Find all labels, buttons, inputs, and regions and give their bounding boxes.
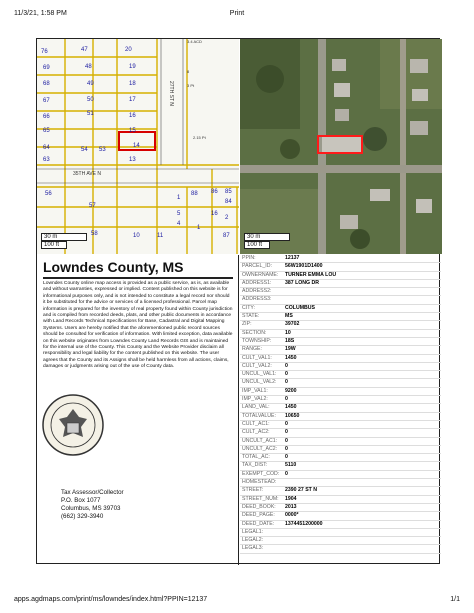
field-value: 2390 27 ST N (285, 487, 318, 494)
parcel-label: 2 (225, 215, 229, 221)
field-label: UNCULT_AC1: (242, 437, 278, 444)
field-label: DEED_DATE: (242, 520, 275, 527)
county-title: Lowndes County, MS (43, 259, 184, 275)
field-row (240, 421, 441, 429)
field-label: IMP_VAL1: (242, 387, 268, 394)
address-line: P.O. Box 1077 (61, 497, 101, 504)
parcel-label: 15 (129, 128, 136, 134)
street-label-27th-st: 27TH ST N (168, 81, 174, 106)
field-row (240, 462, 441, 470)
field-value: MS (285, 313, 293, 320)
print-datetime: 11/3/21, 1:58 PM (14, 10, 67, 17)
parcel-label: 53 (99, 147, 106, 153)
field-value: 1450 (285, 404, 297, 411)
field-row (240, 471, 441, 479)
field-label: UNCUL_VAL2: (242, 379, 277, 386)
parcel-label: 49 (87, 81, 94, 87)
field-row (240, 529, 441, 537)
parcel-label: 1 (177, 195, 181, 201)
field-label: TAX_DIST: (242, 462, 268, 469)
field-value: 0 (285, 437, 288, 444)
parcel-label: 64 (43, 145, 50, 151)
parcel-label: 54 (81, 147, 88, 153)
field-label: LEGAL1: (242, 528, 264, 535)
svg-text:2.15 Pt: 2.15 Pt (193, 135, 206, 140)
parcel-label: 10 (133, 233, 140, 239)
field-row (240, 321, 441, 329)
parcel-label: 50 (87, 97, 94, 103)
parcel-label: 16 (129, 113, 136, 119)
field-label: DEED_BOOK: (242, 503, 276, 510)
field-row (240, 330, 441, 338)
parcel-label-selected: 14 (133, 143, 140, 149)
field-value: 0 (285, 362, 288, 369)
field-label: CULT_AC2: (242, 429, 270, 436)
field-label: TOTALVALUE: (242, 412, 276, 419)
disclaimer-text: Lowndes County online map access is provided as a public service, as is, as available and without warranties, expressed or implied. Content published on this website is for informational purposes only, and is not intended to constitute a legal record nor should it be substituted for the advice or services of a licensed professional. Parcel map information is prepared for the inventory of real property found within County jurisdiction and is compiled from recorded deeds, plats, and other public documents in accordance with Land Records Technical Specifications for Base, Cadastral and Digital Mapping Systems. Users are hereby notified that the aforementioned public record sources should be consulted for verification of information. With limited exception, data available on this website originates from Lowndes County Land Records GIS and is maintained for the internal use of the County. This County and the Website Provider disclaim all responsibility and legal liability for the content published on this website. The user agrees that the County and its Assigns shall be held harmless from all actions, claims, damages or judgments arising out of the use of County data. (43, 281, 233, 370)
field-value: 0 (285, 420, 288, 427)
parcel-label: 69 (43, 65, 50, 71)
aerial-map[interactable] (240, 39, 442, 254)
parcel-label: 47 (81, 47, 88, 53)
field-row (240, 438, 441, 446)
field-row (240, 537, 441, 545)
parcel-label: 87 (223, 233, 230, 239)
field-value: 0 (285, 470, 288, 477)
field-label: ADDRESS1: (242, 279, 272, 286)
field-label: LAND_VAL: (242, 404, 270, 411)
field-row (240, 363, 441, 371)
field-row (240, 487, 441, 495)
field-row (240, 355, 441, 363)
title-divider (43, 277, 233, 279)
field-row (240, 429, 441, 437)
field-row (240, 338, 441, 346)
address-line: (662) 329-3940 (61, 513, 104, 520)
field-row (240, 255, 441, 263)
parcel-label: 48 (85, 64, 92, 70)
field-row (240, 396, 441, 404)
field-value: 0 (285, 371, 288, 378)
field-label: CULT_VAL1: (242, 354, 272, 361)
parcel-label: 84 (225, 199, 232, 205)
field-row (240, 296, 441, 304)
field-row (240, 272, 441, 280)
field-label: ADDRESS3: (242, 296, 272, 303)
field-row (240, 371, 441, 379)
map-scale-meters: 30 m (41, 233, 87, 241)
field-row (240, 404, 441, 412)
field-label: PPIN: (242, 255, 256, 261)
field-label: OWNERNAME: (242, 271, 279, 278)
field-value: TURNER EMMA LOU (285, 271, 337, 278)
parcel-label: 20 (125, 47, 132, 53)
field-value: 0 (285, 429, 288, 436)
field-row (240, 413, 441, 421)
field-value: 12137 (285, 255, 300, 261)
address-line: Tax Assessor/Collector (61, 489, 124, 496)
svg-text:3.4 ACD: 3.4 ACD (187, 39, 202, 44)
field-row (240, 446, 441, 454)
aerial-imagery (240, 39, 442, 254)
field-row (240, 305, 441, 313)
field-label: STREET_NUM: (242, 495, 279, 502)
field-label: UNCUL_VAL1: (242, 371, 277, 378)
parcel-label: 76 (41, 49, 48, 55)
svg-text:3 Pt: 3 Pt (187, 83, 195, 88)
aerial-scale-feet: 100 ft (244, 241, 270, 249)
field-value: 387 LONG DR (285, 279, 320, 286)
page-number: 1/1 (450, 596, 460, 603)
field-row (240, 388, 441, 396)
field-value: 1374451200000 (285, 520, 323, 527)
field-value: COLUMBUS (285, 304, 315, 311)
field-value: 0 (285, 454, 288, 461)
field-value: 56W1901D1400 (285, 263, 323, 270)
field-row (240, 479, 441, 487)
field-value: 9200 (285, 387, 297, 394)
field-row (240, 521, 441, 529)
address-line: Columbus, MS 39703 (61, 505, 121, 512)
field-label: TOWNSHIP: (242, 337, 272, 344)
parcel-label: 18 (129, 81, 136, 87)
field-value: 1904 (285, 495, 297, 502)
parcel-label: 68 (43, 81, 50, 87)
field-value: 0 (285, 379, 288, 386)
parcel-label: 88 (191, 191, 198, 197)
assessor-address (61, 489, 124, 521)
print-frame (36, 38, 440, 564)
field-value: 18S (285, 337, 295, 344)
info-panel (37, 255, 239, 565)
field-label: CITY: (242, 304, 255, 311)
parcel-label: 67 (43, 98, 50, 104)
field-label: CULT_VAL2: (242, 362, 272, 369)
field-label: SECTION: (242, 329, 267, 336)
field-row (240, 288, 441, 296)
field-row (240, 346, 441, 354)
parcel-label: 4 (177, 221, 181, 227)
map-scale-feet: 100 ft (41, 241, 67, 249)
parcel-label: 11 (157, 233, 164, 239)
page-url: apps.agdmaps.com/print/ms/lowndes/index.html?PPIN=12137 (14, 596, 208, 603)
print-title: Print (229, 10, 245, 17)
field-value: 2013 (285, 503, 297, 510)
field-label: LEGAL2: (242, 537, 264, 544)
parcel-label: 57 (89, 203, 96, 209)
aerial-scale-meters: 30 m (244, 233, 290, 241)
parcel-label: 85 (225, 189, 232, 195)
field-row (240, 313, 441, 321)
field-label: UNCULT_AC2: (242, 445, 278, 452)
parcel-map[interactable] (37, 39, 239, 254)
field-row (240, 504, 441, 512)
field-value: 0 (285, 396, 288, 403)
field-value: 10650 (285, 412, 300, 419)
county-seal-icon (41, 393, 105, 457)
field-row (240, 263, 441, 271)
field-value: 5110 (285, 462, 297, 469)
parcel-label: 17 (129, 97, 136, 103)
field-label: TOTAL_AC: (242, 454, 270, 461)
parcel-label: 16 (211, 211, 218, 217)
field-row (240, 379, 441, 387)
parcel-label: 58 (91, 231, 98, 237)
field-row (240, 512, 441, 520)
parcel-label: 5 (177, 211, 181, 217)
field-label: DEED_PAGE: (242, 512, 275, 519)
parcel-label: 56 (45, 191, 52, 197)
parcel-attributes-table (240, 255, 441, 554)
field-value: 0000* (285, 512, 299, 519)
parcel-label: 13 (129, 157, 136, 163)
street-label-35th-ave: 35TH AVE N (73, 171, 101, 177)
field-row (240, 496, 441, 504)
field-label: PARCEL_ID: (242, 263, 272, 270)
field-row (240, 545, 441, 553)
field-value: 10 (285, 329, 291, 336)
parcel-label: 65 (43, 128, 50, 134)
parcel-label: 51 (87, 111, 94, 117)
parcel-label: 86 (211, 189, 218, 195)
field-label: HOMESTEAD: (242, 479, 277, 486)
field-value: 39702 (285, 321, 300, 328)
parcel-label: 66 (43, 114, 50, 120)
field-label: STREET: (242, 487, 264, 494)
field-row (240, 280, 441, 288)
field-label: LEGAL3: (242, 545, 264, 552)
field-label: CULT_AC1: (242, 420, 270, 427)
field-label: RANGE: (242, 346, 262, 353)
parcel-label: 63 (43, 157, 50, 163)
field-value: 0 (285, 445, 288, 452)
field-value: 1450 (285, 354, 297, 361)
parcel-label: 1 (197, 225, 201, 231)
field-label: ZIP: (242, 321, 252, 328)
field-label: STATE: (242, 313, 260, 320)
parcel-label: 19 (129, 64, 136, 70)
field-label: ADDRESS2: (242, 288, 272, 295)
field-label: IMP_VAL2: (242, 396, 268, 403)
field-label: EXEMPT_COD: (242, 470, 280, 477)
field-value: 19W (285, 346, 296, 353)
field-row (240, 454, 441, 462)
svg-text:8: 8 (187, 69, 190, 74)
